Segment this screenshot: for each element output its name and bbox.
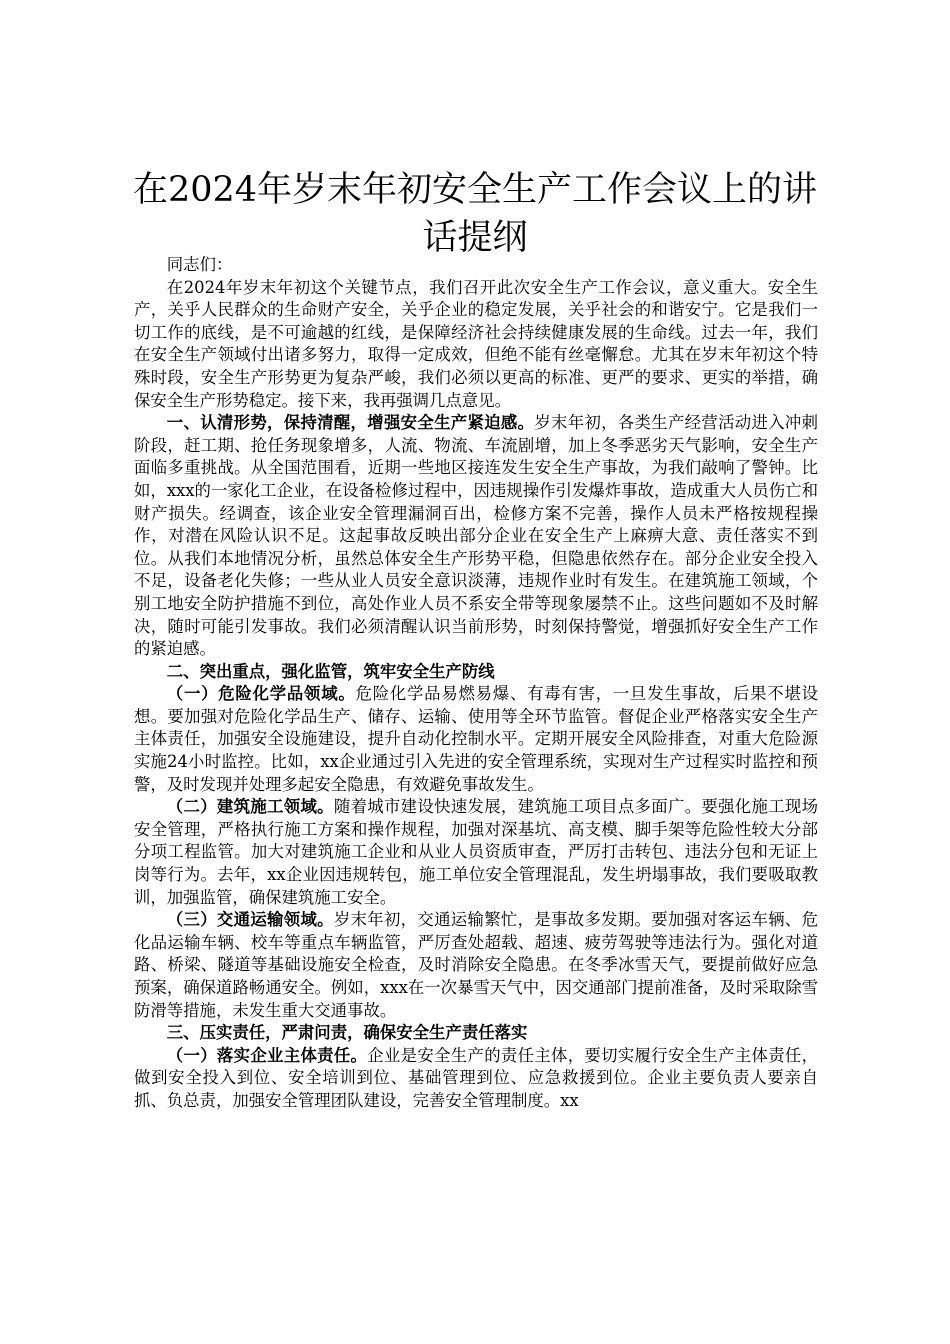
section-1-body: 岁末年初，各类生产经营活动进入冲刺阶段，赶工期、抢任务现象增多，人流、物流、车流剧增，加上冬季恶劣天气影响，安全生产面临多重挑战。从全国范围看，近期一些地区接连发生安全生产事故，为我们敲响了警钟。比如，xxx的一家化工企业，在设备检修过程中，因违规操作引发爆炸事故，造成重大人员伤亡和财产损失。经调查，该企业安全管理漏洞百出，检修方案不完善，操作人员未严格按规程操作，对潜在风险认识不足。这起事故反映出部分企业在安全生产上麻痹大意、责任落实不到位。从我们本地情况分析，虽然总体安全生产形势平稳，但隐患依然存在。部分企业安全投入不足，设备老化失修；一些从业人员安全意识淡薄，违规作业时有发生。在建筑施工领域，个别工地安全防护措施不到位，高处作业人员不系安全带等现象屡禁不止。这些问题如不及时解决，随时可能引发事故。我们必须清醒认识当前形势，时刻保持警觉，增强抓好安全生产工作的紧迫感。 xyxy=(134,413,819,659)
section-2-1-body: 危险化学品易燃易爆、有毒有害，一旦发生事故，后果不堪设想。要加强对危险化学品生产、储存、运输、使用等全环节监管。督促企业严格落实安全生产主体责任，加强安全设施建设，提升自动化控制水平。定期开展安全风险排查，对重大危险源实施24小时监控。比如，xx企业通过引入先进的安全管理系统，实现对生产过程实时监控和预警，及时发现并处理多起安全隐患，有效避免事故发生。 xyxy=(134,684,819,794)
section-2-1-paragraph xyxy=(134,683,818,796)
intro-paragraph: 在2024年岁末年初这个关键节点，我们召开此次安全生产工作会议，意义重大。安全生产，关乎人民群众的生命财产安全，关乎企业的稳定发展，关乎社会的和谐安宁。它是我们一切工作的底线，是不可逾越的红线，是保障经济社会持续健康发展的生命线。过去一年，我们在安全生产领域付出诸多努力，取得一定成效，但绝不能有丝毫懈怠。尤其在岁末年初这个特殊时段，安全生产形势更为复杂严峻，我们必须以更高的标准、更严的要求、更实的举措，确保安全生产形势稳定。接下来，我再强调几点意见。 xyxy=(134,277,818,410)
section-2-3-body: 岁末年初，交通运输繁忙，是事故多发期。要加强对客运车辆、危化品运输车辆、校车等重点车辆监管，严厉查处超载、超速、疲劳驾驶等违法行为。强化对道路、桥梁、隧道等基础设施安全检查，及时消除安全隐患。在冬季冰雪天气，要提前做好应急预案，确保道路畅通安全。例如，xxx在一次暴雪天气中，因交通部门提前准备，及时采取除雪防滑等措施，未发生重大交通事故。 xyxy=(134,910,819,1020)
section-3-1-heading: （一）落实企业主体责任。 xyxy=(166,1045,368,1065)
section-2-2-paragraph xyxy=(134,796,818,909)
section-2-heading-line xyxy=(134,661,818,684)
section-1-heading: 一、认清形势，保持清醒，增强安全生产紧迫感。 xyxy=(166,413,535,433)
section-2-3-paragraph xyxy=(134,909,818,1022)
section-2-3-heading: （三）交通运输领域。 xyxy=(166,910,334,930)
section-3-1-body: 企业是安全生产的责任主体，要切实履行安全生产主体责任，做到安全投入到位、安全培训到位、基础管理到位、应急救援到位。企业主要负责人要亲自抓、负总责，加强安全管理团队建设，完善安全管理制度。xx xyxy=(134,1045,819,1110)
document-body xyxy=(134,254,818,1113)
section-2-1-heading: （一）危险化学品领域。 xyxy=(166,684,356,704)
section-3-1-paragraph xyxy=(134,1045,818,1113)
section-3-heading-line xyxy=(134,1022,818,1045)
section-2-2-heading: （二）建筑施工领域。 xyxy=(166,797,334,817)
salutation: 同志们： xyxy=(166,255,233,274)
document-title: 在2024年岁末年初安全生产工作会议上的讲话提纲 xyxy=(132,170,818,258)
section-3-heading: 三、压实责任，严肃问责，确保安全生产责任落实 xyxy=(166,1023,528,1043)
section-1-paragraph xyxy=(134,412,818,661)
section-2-2-body: 随着城市建设快速发展，建筑施工项目点多面广。要强化施工现场安全管理，严格执行施工方案和操作规程，加强对深基坑、高支模、脚手架等危险性较大分部分项工程监管。加大对建筑施工企业和从业人员资质审查，严厉打击转包、违法分包和无证上岗等行为。去年，xx企业因违规转包，施工单位安全管理混乱，发生坍塌事故，我们要吸取教训，加强监管，确保建筑施工安全。 xyxy=(134,797,819,907)
section-2-heading: 二、突出重点，强化监管，筑牢安全生产防线 xyxy=(166,661,495,681)
